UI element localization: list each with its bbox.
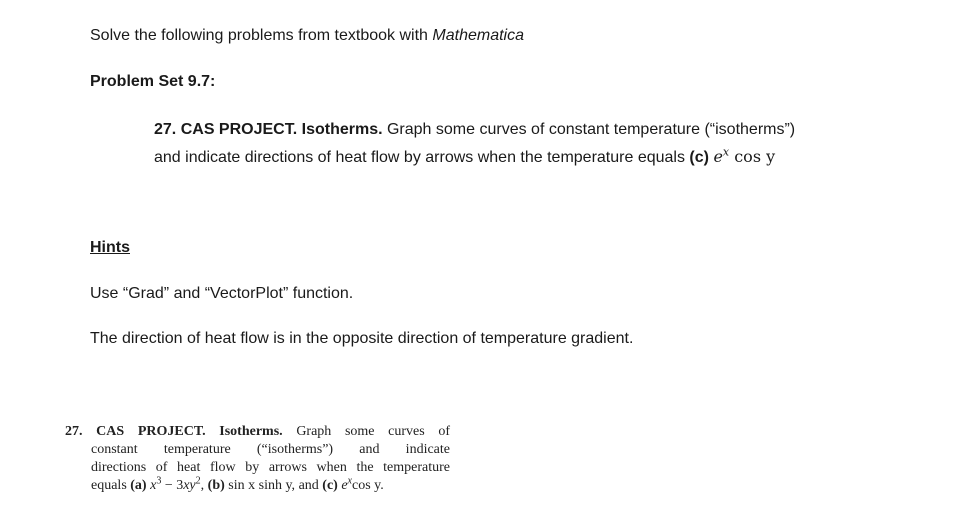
question-line-2	[154, 147, 775, 168]
hint-1: Use “Grad” and “VectorPlot” function.	[90, 285, 354, 302]
software-name: Mathematica	[432, 27, 524, 44]
question-part-label: (c)	[689, 149, 709, 166]
excerpt-a-exp2: 2	[195, 475, 201, 487]
question-title: CAS PROJECT. Isotherms.	[180, 121, 383, 138]
excerpt-number: 27.	[65, 424, 83, 439]
expr-rest: cos y	[734, 147, 776, 166]
excerpt-b-expr: sin x sinh y,	[228, 478, 296, 493]
expr-sup: x	[722, 145, 730, 159]
excerpt-c-rest: cos y.	[352, 478, 384, 493]
question-number: 27.	[154, 121, 177, 138]
hint-2: The direction of heat flow is in the opposite direction of temperature gradient.	[90, 330, 634, 347]
excerpt-b-label: (b)	[207, 478, 225, 493]
excerpt-a-label: (a)	[130, 478, 147, 493]
excerpt-l1: Graph some curves of	[296, 424, 450, 439]
excerpt-a-xy: xy	[183, 478, 196, 493]
excerpt-equals: equals	[91, 478, 127, 493]
excerpt-title: CAS PROJECT. Isotherms.	[96, 424, 283, 439]
excerpt-c-label: (c)	[322, 478, 338, 493]
problem-set-title: Problem Set 9.7:	[90, 73, 216, 90]
hints-title: Hints	[90, 239, 130, 256]
textbook-excerpt	[65, 423, 450, 495]
excerpt-line-3: directions of heat flow by arrows when the temperature	[91, 460, 450, 475]
excerpt-line-4: equals (a) $x^3 - 3xy^2$, (b) sin x sinh y, and (c) $e^x\cos$ y.	[91, 475, 384, 493]
question-line-2-text: and indicate directions of heat flow by arrows when the temperature equals	[154, 149, 685, 166]
question-line-1-text: Graph some curves of constant temperature (“isotherms”)	[386, 121, 796, 138]
excerpt-c-sup: x	[347, 475, 352, 487]
excerpt-line-2: constant temperature (“isotherms”) and indicate	[91, 442, 450, 457]
excerpt-a-x: x	[150, 478, 157, 493]
excerpt-and: and	[298, 478, 319, 493]
excerpt-a-mid: − 3	[161, 478, 184, 493]
question-line-1	[154, 120, 795, 140]
intro-text: Solve the following problems from textbook with	[90, 27, 433, 44]
intro-line	[90, 26, 524, 46]
question-expression	[713, 147, 775, 166]
excerpt-a-exp1: 3	[156, 475, 162, 487]
excerpt-c-e: e	[341, 478, 348, 493]
expr-e: e	[713, 147, 723, 166]
excerpt-line-1	[65, 423, 450, 441]
